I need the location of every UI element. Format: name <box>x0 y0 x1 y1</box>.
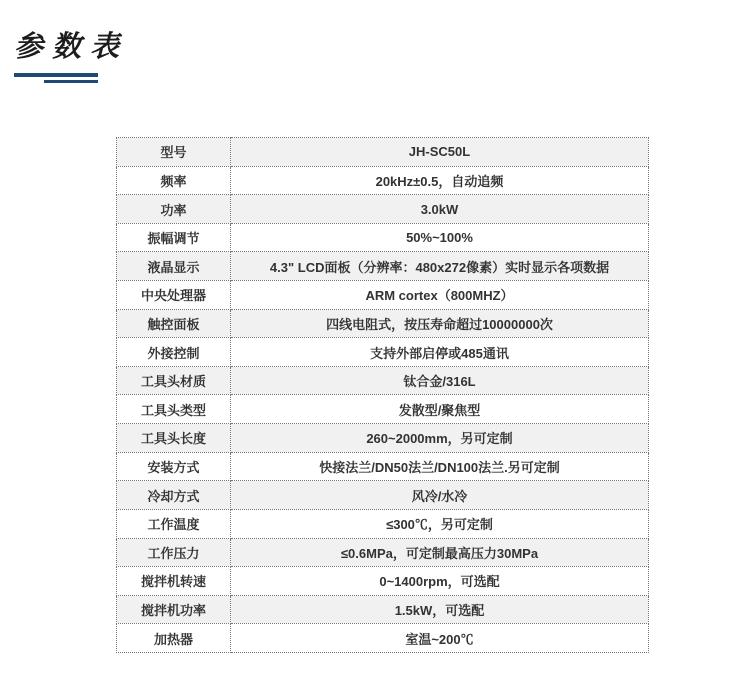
table-row <box>117 195 649 224</box>
spec-label: 型号 <box>117 138 231 167</box>
spec-label: 搅拌机转速 <box>117 567 231 596</box>
table-row <box>117 223 649 252</box>
spec-label: 触控面板 <box>117 309 231 338</box>
table-row <box>117 424 649 453</box>
spec-label: 液晶显示 <box>117 252 231 281</box>
spec-value: 3.0kW <box>231 195 649 224</box>
spec-value: 260~2000mm，另可定制 <box>231 424 649 453</box>
table-row <box>117 395 649 424</box>
spec-value: 钛合金/316L <box>231 366 649 395</box>
table-row <box>117 567 649 596</box>
table-row <box>117 309 649 338</box>
spec-value: 1.5kW，可选配 <box>231 595 649 624</box>
spec-value: 风冷/水冷 <box>231 481 649 510</box>
table-row <box>117 452 649 481</box>
spec-value: ≤0.6MPa，可定制最高压力30MPa <box>231 538 649 567</box>
spec-label: 功率 <box>117 195 231 224</box>
spec-label: 安装方式 <box>117 452 231 481</box>
table-row <box>117 538 649 567</box>
spec-value: 室温~200℃ <box>231 624 649 653</box>
table-row <box>117 252 649 281</box>
spec-value: 50%~100% <box>231 223 649 252</box>
spec-value: 0~1400rpm，可选配 <box>231 567 649 596</box>
spec-value: ARM cortex（800MHZ） <box>231 281 649 310</box>
spec-label: 工具头材质 <box>117 366 231 395</box>
table-row <box>117 595 649 624</box>
table-row <box>117 281 649 310</box>
spec-label: 振幅调节 <box>117 223 231 252</box>
spec-value: 发散型/聚焦型 <box>231 395 649 424</box>
table-row <box>117 509 649 538</box>
spec-label: 工具头类型 <box>117 395 231 424</box>
title-underline-sub <box>44 80 98 83</box>
spec-value: 20kHz±0.5，自动追频 <box>231 166 649 195</box>
page-title: 参数表 <box>14 29 129 63</box>
table-row <box>117 624 649 653</box>
spec-label: 冷却方式 <box>117 481 231 510</box>
table-row <box>117 481 649 510</box>
table-row <box>117 366 649 395</box>
spec-label: 搅拌机功率 <box>117 595 231 624</box>
spec-value: 四线电阻式，按压寿命超过10000000次 <box>231 309 649 338</box>
spec-table <box>116 137 649 653</box>
spec-label: 工作温度 <box>117 509 231 538</box>
spec-label: 工作压力 <box>117 538 231 567</box>
spec-label: 外接控制 <box>117 338 231 367</box>
spec-value: 快接法兰/DN50法兰/DN100法兰.另可定制 <box>231 452 649 481</box>
table-row <box>117 166 649 195</box>
spec-value: 支持外部启停或485通讯 <box>231 338 649 367</box>
spec-label: 频率 <box>117 166 231 195</box>
spec-label: 加热器 <box>117 624 231 653</box>
spec-label: 工具头长度 <box>117 424 231 453</box>
spec-value: JH-SC50L <box>231 138 649 167</box>
spec-value: ≤300℃，另可定制 <box>231 509 649 538</box>
table-row <box>117 338 649 367</box>
title-underline-main <box>14 73 98 77</box>
spec-value: 4.3" LCD面板（分辨率：480x272像素）实时显示各项数据 <box>231 252 649 281</box>
table-row <box>117 138 649 167</box>
spec-label: 中央处理器 <box>117 281 231 310</box>
